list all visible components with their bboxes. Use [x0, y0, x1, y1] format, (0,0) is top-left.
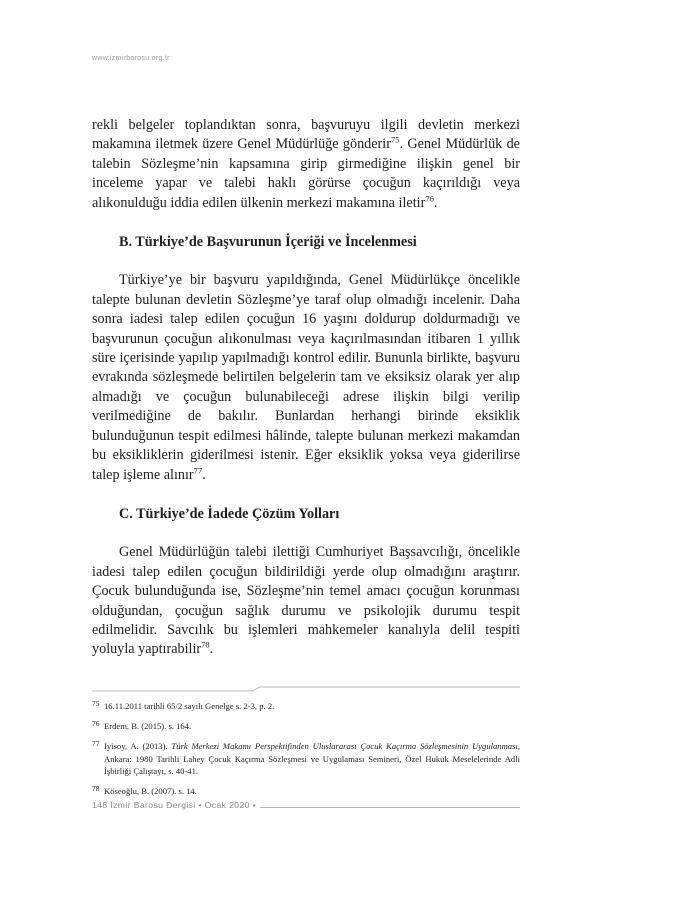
footnote-78	[92, 785, 520, 797]
paragraph-text: Genel Müdürlüğün talebi ilettiği Cumhuriyet Başsavcılığı, öncelikle iadesi talep edilen çocuğun bildirildiği yerde olup olmadığını araştırır. Çocuk bulunduğunda ise, Sözleşme’nin temel amacı çocuğun korunması olduğundan, çocuğun sağlık durumu ve psikolojik durumu tespit edilmelidir. Savcılık bu işlemleri mahkemeler kanalıyla delil tespiti yoluyla yaptırabilir	[92, 544, 520, 658]
footnote-text: 16.11.2011 tarihli 65/2 sayılı Genelge s. 2-3, p. 2.	[104, 701, 275, 711]
main-text	[92, 116, 520, 660]
paragraph-remedies	[92, 543, 520, 659]
footnote-title: Türk Merkezi Makamı Perspektifinden Uluslararası Çocuk Kaçırma Sözleşmesinin Uygulanması	[171, 741, 518, 752]
section-heading-c: C. Türkiye’de İadede Çözüm Yolları	[119, 505, 340, 522]
section-heading-b: B. Türkiye’de Başvurunun İçeriği ve İncelenmesi	[119, 234, 417, 251]
footnote-number: 78	[92, 784, 100, 794]
footnote-76	[92, 720, 520, 732]
footnotes	[92, 700, 520, 805]
footnote-text	[104, 741, 520, 775]
footnote-75	[92, 700, 520, 712]
paragraph-end: .	[433, 194, 438, 211]
footer-text: 148 İzmir Barosu Dergisi • Ocak 2020 •	[92, 800, 260, 810]
footnote-separator	[92, 686, 520, 698]
footnote-ref[interactable]: 76	[425, 192, 434, 203]
footnote-ref[interactable]: 75	[390, 134, 400, 145]
footnote-source: , Ankara: 1980 Tarihli Lahey Çocuk Kaçırma Sözleşmesi ve Uygulaması Semineri, Özel Hukuk Meselelerinde Adli İşbirliği Çalıştayı, s. 40-41.	[104, 741, 520, 776]
paragraph-text: . Genel Müdürlük de talebin Sözleşme’nin kapsamına girip girmediğine ilişkin genel bir inceleme yapar ve talebi haklı görürse çocuğun kaçırıldığı veya alıkonulduğu iddia edilen ülkenin merkezi makamına iletir	[92, 136, 520, 211]
page-header	[92, 55, 520, 67]
paragraph-application	[92, 271, 520, 484]
footnote-ref[interactable]: 77	[193, 464, 203, 475]
paragraph-text: rekli belgeler toplandıktan sonra, başvuruyu ilgili devletin merkezi makamına iletmek üzere Genel Müdürlüğe gönderir	[92, 117, 520, 153]
footnote-77	[92, 740, 520, 777]
footnote-text: Köseoğlu, B. (2007). s. 14.	[104, 786, 197, 797]
paragraph-continuation	[92, 116, 520, 213]
page-footer	[92, 800, 520, 814]
footnote-author: Iyisoy, A. (2013).	[104, 741, 172, 752]
paragraph-end: .	[202, 466, 206, 483]
footnote-number: 76	[92, 719, 100, 729]
footnote-number: 77	[92, 739, 100, 749]
paragraph-end: .	[209, 641, 214, 658]
header-url[interactable]: www.izmirbarosu.org.tr	[92, 55, 174, 62]
footnote-text: Erdem, B. (2015). s. 164.	[104, 721, 192, 732]
footnote-number: 75	[92, 699, 100, 708]
paragraph-text: Türkiye’ye bir başvuru yapıldığında, Genel Müdürlükçe öncelikle talepte bulunan devletin Sözleşme’ye taraf olup olmadığı incelenir. Daha sonra iadesi talep edilen çocuğun 16 yaşını doldurup doldurmadığı ve başvurunun çocuğun alıkonulması veya kaçırılmasından itibaren 1 yıllık süre içerisinde yapılıp yapılmadığı kontrol edilir. Bununla birlikte, başvuru evrakında sözleşmede belirtilen belgelerin tam ve eksiksiz olarak yer alıp almadığı ve çocuğun bulunabileceği adrese ilişkin bilgi verilip verilmediğine de bakılır. Bunlardan herhangi birinde eksiklik bulunduğunun tespit edilmesi hâlinde, talepte bulunan merkezi makamdan bu eksikliklerin giderilmesi istenir. Eğer eksiklik yoksa veya giderilirse talep işleme alınır	[92, 272, 520, 483]
footnote-ref[interactable]: 78	[201, 639, 210, 650]
